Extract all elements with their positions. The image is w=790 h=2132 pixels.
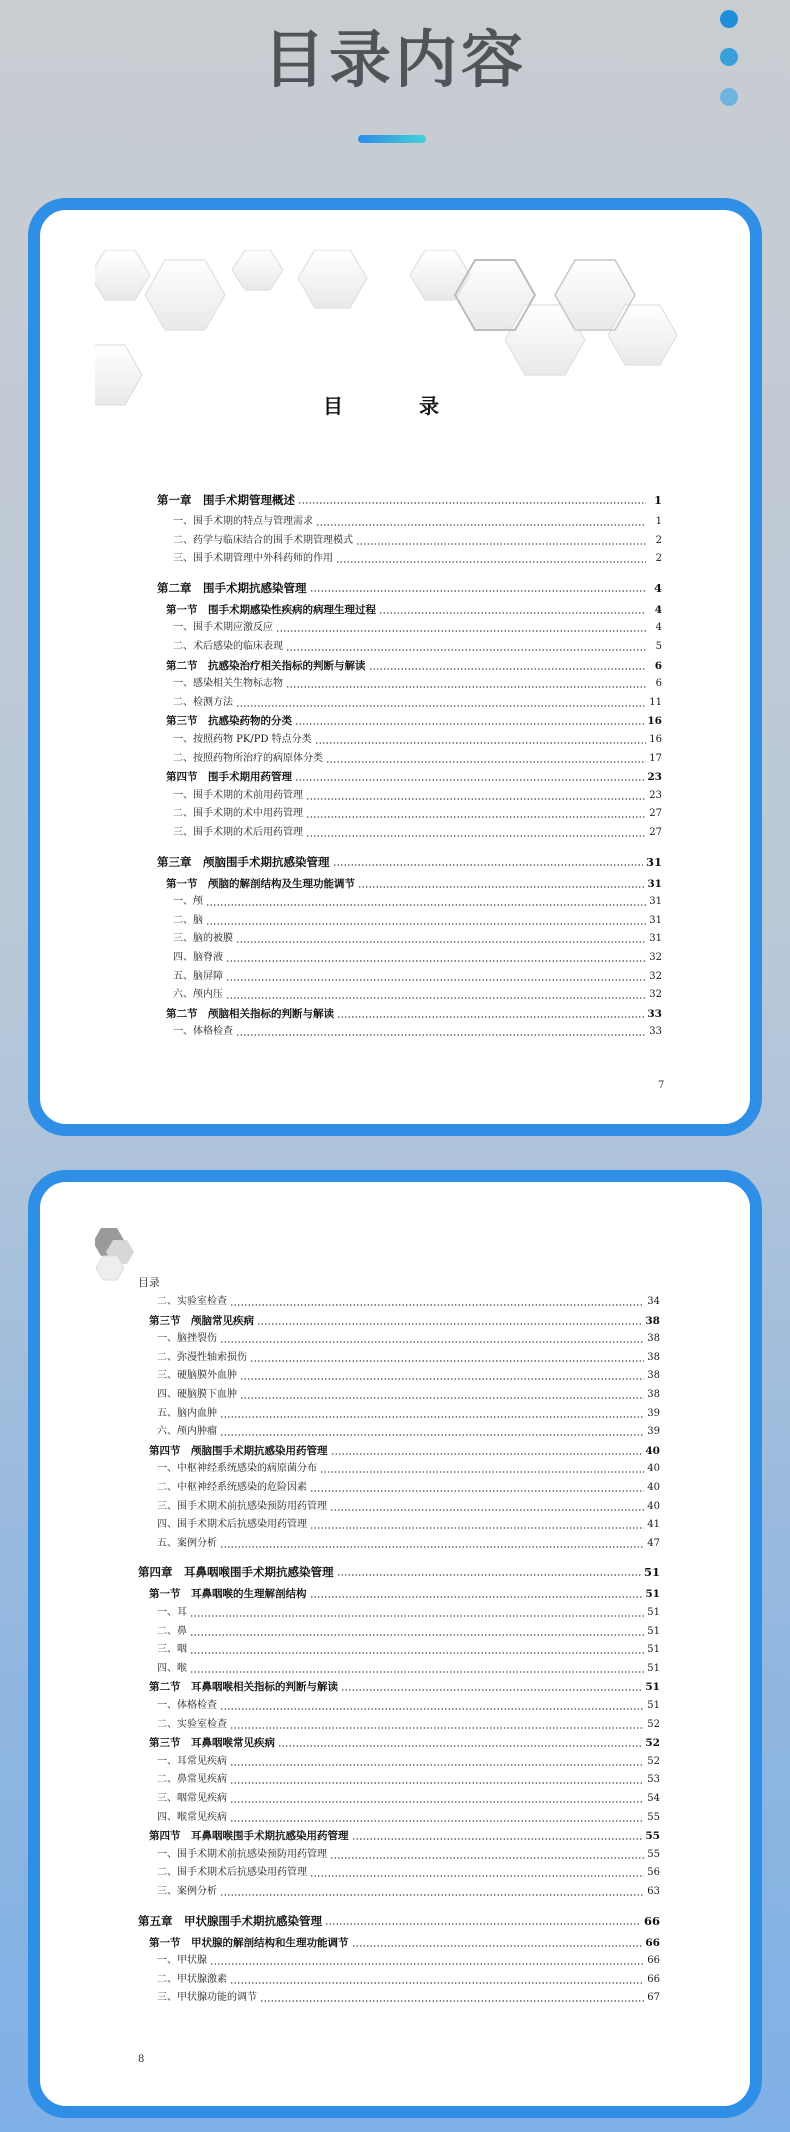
dot-leader (310, 1875, 644, 1877)
toc-entry-label: 四、硬脑膜下血肿 (157, 1389, 237, 1400)
dot-leader (220, 1894, 644, 1896)
dot-leader (369, 668, 647, 670)
dot-leader (326, 761, 646, 763)
dot-leader (333, 864, 643, 866)
toc-entry-page: 23 (647, 771, 662, 784)
toc-item-row[interactable] (157, 1517, 660, 1533)
toc-chapter-row[interactable] (138, 1564, 660, 1580)
toc-entry-label: 三、咽常见疾病 (157, 1793, 227, 1804)
dot-leader (236, 1034, 646, 1036)
toc-entry-label: 四、脑脊液 (173, 952, 223, 963)
toc-entry-page: 4 (655, 622, 662, 634)
toc-entry-label: 第三节 抗感染药物的分类 (166, 715, 292, 728)
toc-entry-label: 六、颅内肿瘤 (157, 1426, 217, 1438)
toc-chapter-row[interactable] (157, 492, 662, 508)
toc-item-row[interactable] (157, 1368, 660, 1384)
dot-leader (316, 524, 646, 526)
toc-entry-page: 2 (655, 553, 662, 565)
toc-entry-page: 51 (643, 1565, 660, 1580)
toc-entry-label: 一、按照药物 PK/PD 特点分类 (173, 734, 312, 745)
dot-leader (330, 1509, 644, 1511)
dot-leader (226, 960, 646, 962)
toc-entry-label: 二、检测方法 (173, 696, 233, 708)
toc-item-row[interactable] (157, 1499, 660, 1515)
toc-entry-page: 1 (655, 516, 662, 527)
dot-leader (190, 1671, 644, 1673)
hexagon-logo (95, 1226, 135, 1282)
toc-item-row[interactable] (157, 1424, 660, 1440)
toc-entry-page: 1 (653, 493, 662, 507)
dot-leader (220, 1341, 644, 1343)
toc-entry-label: 二、实验室检查 (157, 1296, 227, 1307)
toc-entry-page: 34 (647, 1296, 660, 1307)
toc-entry-page: 31 (649, 914, 662, 926)
toc-entry-label: 第四节 耳鼻咽喉围手术期抗感染用药管理 (149, 1830, 349, 1843)
toc-entry-label: 三、甲状腺功能的调节 (157, 1992, 257, 2004)
toc-item-row[interactable] (173, 1024, 662, 1040)
toc-item-row[interactable] (157, 1847, 660, 1863)
dot-leader (226, 997, 646, 999)
dot-leader (190, 1615, 644, 1617)
toc-entry-page: 55 (647, 1848, 660, 1860)
toc-item-row[interactable] (173, 695, 662, 711)
toc-entry-page: 51 (645, 1681, 660, 1694)
toc-section-row[interactable] (149, 1828, 660, 1844)
toc-entry-page: 23 (649, 789, 662, 801)
toc-entry-label: 三、围手术期术前抗感染预防用药管理 (157, 1500, 327, 1512)
toc-entry-page: 52 (647, 1755, 660, 1767)
toc-entry-label: 第一节 耳鼻咽喉的生理解剖结构 (149, 1588, 307, 1601)
toc-chapter-row[interactable] (157, 854, 662, 870)
toc-item-row[interactable] (173, 533, 662, 549)
toc-entry-page: 5 (655, 641, 662, 652)
toc-entry-label: 三、脑的被膜 (173, 933, 233, 945)
toc-entry-page: 67 (647, 1992, 660, 2004)
toc-item-row[interactable] (157, 1884, 660, 1900)
toc-entry-label: 五、脑屏障 (173, 970, 223, 982)
dot-leader (240, 1397, 644, 1399)
dot-leader (325, 1923, 641, 1925)
toc-entry-label: 四、围手术期术后抗感染用药管理 (157, 1519, 307, 1531)
toc-entry-page: 52 (647, 1718, 660, 1730)
toc-entry-label: 第一章 围手术期管理概述 (157, 493, 295, 507)
dot-leader (352, 1838, 643, 1840)
toc-entry-label: 第二节 颅脑相关指标的判断与解读 (166, 1007, 334, 1020)
dot-leader (206, 923, 646, 925)
toc-entry-page: 38 (647, 1370, 660, 1382)
toc-item-row[interactable] (157, 1331, 660, 1347)
toc-entry-label: 二、药学与临床结合的围手术期管理模式 (173, 534, 353, 546)
dot-leader (341, 1689, 642, 1691)
dot-leader (276, 630, 646, 632)
toc-entry-page: 6 (654, 659, 662, 672)
dot-leader (190, 1634, 644, 1636)
toc-entry-page: 31 (645, 854, 662, 869)
toc-entry-page: 16 (647, 715, 662, 728)
dot-leader (306, 835, 646, 837)
toc-item-row[interactable] (157, 1661, 660, 1677)
toc-item-row[interactable] (157, 1605, 660, 1621)
title-underline (358, 135, 426, 143)
toc-entry-label: 二、按照药物所治疗的病原体分类 (173, 752, 323, 764)
decor-dot (720, 88, 738, 106)
toc-entry-label: 四、喉 (157, 1662, 187, 1674)
dot-leader (230, 1764, 644, 1766)
decor-dot (720, 48, 738, 66)
toc-entry-page: 66 (647, 1955, 660, 1967)
toc-entry-page: 32 (649, 952, 662, 963)
toc-entry-label: 第三节 颅脑常见疾病 (149, 1314, 254, 1327)
toc-section-row[interactable] (149, 1313, 660, 1329)
toc-section-row[interactable] (149, 1935, 660, 1951)
toc-entry-page: 55 (647, 1811, 660, 1823)
dot-leader (358, 886, 644, 888)
toc-page-2 (28, 1170, 762, 2118)
toc-page-1 (28, 198, 762, 1136)
toc-entry-page: 51 (647, 1700, 660, 1711)
toc-entry-page: 32 (649, 970, 662, 982)
dot-leader (306, 816, 646, 818)
toc-section-row[interactable] (149, 1735, 660, 1751)
dot-leader (310, 590, 647, 592)
toc-entry-label: 一、围手术期术前抗感染预防用药管理 (157, 1848, 327, 1860)
toc-item-row[interactable] (157, 1810, 660, 1826)
dot-leader (236, 705, 646, 707)
toc-entry-page: 38 (647, 1351, 660, 1363)
toc-entry-label: 一、中枢神经系统感染的病原菌分布 (157, 1463, 317, 1475)
toc-item-row[interactable] (173, 913, 662, 929)
toc-entry-label: 三、硬脑膜外血肿 (157, 1370, 237, 1382)
toc-entry-label: 一、体格检查 (173, 1026, 233, 1038)
dot-leader (250, 1360, 644, 1362)
toc-entry-label: 二、实验室检查 (157, 1718, 227, 1730)
toc-entry-label: 一、耳常见疾病 (157, 1755, 227, 1767)
toc-item-row[interactable] (157, 1387, 660, 1403)
toc-entry-label: 一、耳 (157, 1607, 187, 1618)
toc-entry-page: 27 (649, 827, 662, 838)
toc-section-row[interactable] (166, 769, 662, 785)
toc-heading: 目 录 (323, 394, 467, 418)
toc-entry-label: 二、弥漫性轴索损伤 (157, 1351, 247, 1363)
dot-leader (286, 649, 646, 651)
page-number: 7 (658, 1080, 665, 1091)
dot-leader (356, 543, 646, 545)
toc-entry-page: 66 (647, 1973, 660, 1985)
toc-item-row[interactable] (157, 1972, 660, 1988)
toc-entry-label: 二、鼻 (157, 1625, 187, 1637)
toc-entry-label: 六、颅内压 (173, 989, 223, 1001)
toc-item-row[interactable] (173, 620, 662, 636)
toc-entry-label: 一、围手术期应激反应 (173, 622, 273, 634)
dot-leader (220, 1708, 644, 1710)
toc-item-row[interactable] (157, 1717, 660, 1733)
dot-leader (306, 798, 646, 800)
dot-leader (310, 1527, 644, 1529)
toc-section-row[interactable] (166, 1006, 662, 1022)
toc-item-row[interactable] (157, 1350, 660, 1366)
toc-section-row[interactable] (149, 1679, 660, 1695)
dot-leader (240, 1378, 644, 1380)
toc-item-row[interactable] (157, 1990, 660, 2006)
dot-leader (230, 1727, 644, 1729)
toc-entry-label: 三、咽 (157, 1644, 187, 1656)
toc-entry-page: 56 (647, 1867, 660, 1879)
toc-section-row[interactable] (149, 1586, 660, 1602)
toc-item-row[interactable] (173, 732, 662, 748)
toc-item-row[interactable] (157, 1294, 660, 1310)
toc-entry-label: 第一节 围手术期感染性疾病的病理生理过程 (166, 603, 376, 616)
toc-entry-page: 38 (647, 1333, 660, 1345)
dot-leader (331, 1453, 643, 1455)
toc-entry-page: 4 (653, 580, 662, 595)
toc-entry-label: 第二章 围手术期抗感染管理 (157, 580, 307, 595)
page-title: 目录内容 (262, 23, 527, 96)
toc-entry-page: 17 (649, 752, 662, 764)
toc-section-row[interactable] (166, 876, 662, 892)
toc-entry-page: 51 (645, 1588, 660, 1601)
toc-entry-page: 63 (647, 1886, 660, 1897)
toc-entry-page: 27 (649, 808, 662, 820)
dot-leader (220, 1546, 644, 1548)
toc-entry-label: 第三节 耳鼻咽喉常见疾病 (149, 1737, 275, 1750)
toc-entry-page: 40 (647, 1463, 660, 1475)
toc-entry-page: 39 (647, 1407, 660, 1419)
toc-item-row[interactable] (157, 1406, 660, 1422)
toc-entry-page: 52 (645, 1737, 660, 1750)
toc-entry-page: 38 (647, 1389, 660, 1400)
toc-entry-label: 一、感染相关生物标志物 (173, 678, 283, 690)
toc-entry-label: 一、颅 (173, 896, 203, 908)
toc-entry-label: 三、围手术期的术后用药管理 (173, 827, 303, 838)
toc-item-row[interactable] (173, 751, 662, 767)
toc-item-row[interactable] (157, 1642, 660, 1658)
toc-entry-label: 二、脑 (173, 914, 203, 926)
dot-leader (226, 979, 646, 981)
dot-leader (257, 1323, 642, 1325)
toc-item-row[interactable] (173, 825, 662, 841)
toc-entry-page: 31 (647, 877, 662, 890)
toc-entry-label: 二、甲状腺激素 (157, 1973, 227, 1985)
toc-entry-page: 38 (645, 1314, 660, 1327)
dot-leader (236, 941, 646, 943)
toc-entry-label: 二、围手术期的术中用药管理 (173, 808, 303, 820)
toc-entry-page: 33 (647, 1007, 662, 1020)
toc-item-row[interactable] (157, 1754, 660, 1770)
toc-entry-label: 第四章 耳鼻咽喉围手术期抗感染管理 (138, 1565, 334, 1580)
toc-entry-label: 第四节 围手术期用药管理 (166, 771, 292, 784)
toc-entry-page: 53 (647, 1774, 660, 1786)
toc-entry-page: 51 (647, 1644, 660, 1656)
dot-leader (278, 1745, 642, 1747)
dot-leader (190, 1652, 644, 1654)
toc-entry-page: 31 (649, 896, 662, 908)
toc-entry-page: 51 (647, 1662, 660, 1674)
toc-chapter-row[interactable] (138, 1913, 660, 1929)
toc-entry-page: 66 (645, 1936, 660, 1949)
toc-entry-page: 40 (647, 1500, 660, 1512)
dot-leader (220, 1434, 644, 1436)
toc-entry-page: 16 (649, 734, 662, 745)
toc-item-row[interactable] (173, 788, 662, 804)
toc-entry-page: 4 (654, 603, 662, 616)
toc-entry-page: 40 (647, 1482, 660, 1493)
dot-leader (230, 1304, 644, 1306)
running-head: 目录 (138, 1276, 160, 1289)
dot-leader (295, 723, 644, 725)
toc-entry-page: 47 (647, 1537, 660, 1549)
dot-leader (210, 1963, 644, 1965)
toc-entry-label: 二、围手术期术后抗感染用药管理 (157, 1867, 307, 1879)
toc-item-row[interactable] (173, 676, 662, 692)
dot-leader (220, 1416, 644, 1418)
toc-entry-label: 第一节 甲状腺的解剖结构和生理功能调节 (149, 1936, 349, 1949)
toc-entry-page: 39 (647, 1426, 660, 1438)
dot-leader (310, 1596, 643, 1598)
toc-entry-page: 40 (645, 1444, 660, 1457)
toc-item-row[interactable] (157, 1772, 660, 1788)
toc-entry-page: 11 (649, 696, 662, 708)
dot-leader (295, 779, 644, 781)
dot-leader (330, 1857, 644, 1859)
toc-section-row[interactable] (166, 658, 662, 674)
toc-item-row[interactable] (157, 1865, 660, 1881)
dot-leader (260, 2000, 644, 2002)
toc-entry-label: 第二节 耳鼻咽喉相关指标的判断与解读 (149, 1681, 338, 1694)
toc-entry-label: 二、鼻常见疾病 (157, 1774, 227, 1786)
toc-entry-page: 55 (645, 1830, 660, 1843)
toc-entry-label: 四、喉常见疾病 (157, 1811, 227, 1823)
toc-entry-label: 一、甲状腺 (157, 1955, 207, 1967)
dot-leader (286, 686, 646, 688)
toc-entry-page: 66 (643, 1913, 660, 1928)
toc-item-row[interactable] (157, 1536, 660, 1552)
dot-leader (336, 561, 646, 563)
toc-item-row[interactable] (173, 931, 662, 947)
toc-entry-label: 一、围手术期的特点与管理需求 (173, 516, 313, 527)
dot-leader (230, 1782, 644, 1784)
dot-leader (230, 1820, 644, 1822)
dot-leader (352, 1945, 643, 1947)
toc-entry-label: 第四节 颅脑围手术期抗感染用药管理 (149, 1444, 328, 1457)
toc-entry-label: 一、脑挫裂伤 (157, 1333, 217, 1345)
dot-leader (379, 612, 646, 614)
toc-entry-page: 6 (655, 678, 662, 690)
toc-entry-label: 三、案例分析 (157, 1886, 217, 1897)
dot-leader (337, 1574, 641, 1576)
toc-item-row[interactable] (157, 1698, 660, 1714)
toc-chapter-row[interactable] (157, 580, 662, 596)
toc-entry-label: 二、中枢神经系统感染的危险因素 (157, 1482, 307, 1493)
toc-item-row[interactable] (157, 1480, 660, 1496)
dot-leader (298, 502, 646, 504)
dot-leader (310, 1490, 644, 1492)
toc-entry-page: 2 (655, 534, 662, 546)
toc-entry-label: 一、体格检查 (157, 1700, 217, 1711)
toc-entry-label: 三、围手术期管理中外科药师的作用 (173, 553, 333, 565)
toc-entry-label: 第一节 颅脑的解剖结构及生理功能调节 (166, 877, 355, 890)
toc-item-row[interactable] (173, 894, 662, 910)
dot-leader (315, 742, 646, 744)
page-number: 8 (138, 2054, 145, 2065)
toc-item-row[interactable] (173, 639, 662, 655)
toc-item-row[interactable] (173, 551, 662, 567)
dot-leader (320, 1471, 644, 1473)
toc-entry-label: 五、案例分析 (157, 1537, 217, 1549)
toc-entry-page: 32 (649, 989, 662, 1001)
dot-leader (230, 1982, 644, 1984)
toc-section-row[interactable] (166, 713, 662, 729)
toc-section-row[interactable] (166, 602, 662, 618)
toc-entry-label: 二、术后感染的临床表现 (173, 641, 283, 652)
toc-entry-label: 五、脑内血肿 (157, 1407, 217, 1419)
decor-dot (720, 10, 738, 28)
toc-item-row[interactable] (173, 806, 662, 822)
toc-entry-label: 第三章 颅脑围手术期抗感染管理 (157, 854, 330, 869)
toc-item-row[interactable] (157, 1624, 660, 1640)
toc-section-row[interactable] (149, 1443, 660, 1459)
toc-entry-page: 33 (649, 1026, 662, 1038)
dot-leader (337, 1016, 644, 1018)
toc-entry-page: 51 (647, 1625, 660, 1637)
toc-item-row[interactable] (173, 969, 662, 985)
toc-entry-label: 第五章 甲状腺围手术期抗感染管理 (138, 1913, 322, 1928)
toc-entry-page: 51 (647, 1607, 660, 1618)
toc-item-row[interactable] (173, 514, 662, 530)
toc-item-row[interactable] (157, 1953, 660, 1969)
toc-entry-page: 41 (647, 1519, 660, 1531)
dot-leader (206, 904, 646, 906)
toc-item-row[interactable] (173, 950, 662, 966)
toc-entry-page: 31 (649, 933, 662, 945)
toc-item-row[interactable] (157, 1461, 660, 1477)
toc-entry-label: 一、围手术期的术前用药管理 (173, 789, 303, 801)
toc-item-row[interactable] (173, 987, 662, 1003)
toc-entry-label: 第二节 抗感染治疗相关指标的判断与解读 (166, 659, 366, 672)
toc-item-row[interactable] (157, 1791, 660, 1807)
toc-entry-page: 54 (647, 1793, 660, 1804)
dot-leader (230, 1801, 644, 1803)
